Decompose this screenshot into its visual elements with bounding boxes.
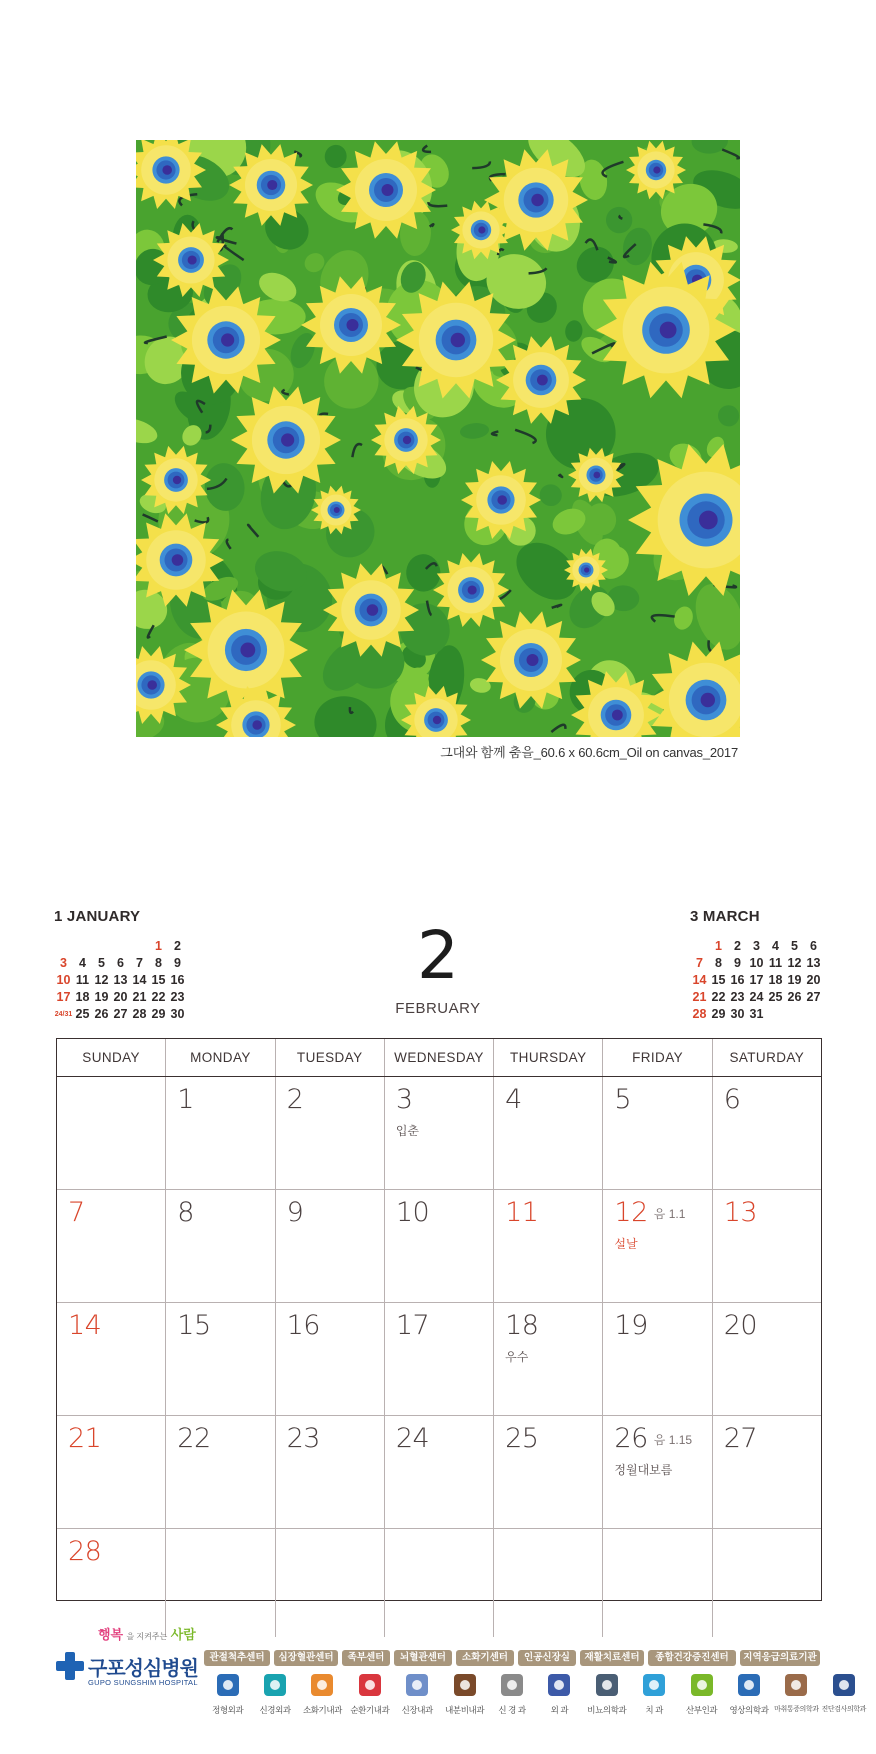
department-item [204,1674,251,1716]
department-label: 비뇨의학과 [587,1705,627,1715]
mini-day: 11 [768,956,783,970]
day-cell[interactable] [494,1303,603,1415]
bone-icon [217,1674,239,1696]
mini-day: 29 [711,1007,726,1021]
day-cell[interactable] [603,1077,712,1189]
day-number: 22 [177,1423,211,1454]
mini-day [92,939,111,954]
center-badge: 족부센터 [342,1650,390,1666]
mini-day: 2 [174,939,181,953]
department-item [536,1674,583,1716]
day-cell[interactable] [494,1416,603,1528]
mini-day: 21 [692,990,707,1004]
painting-image [136,140,740,737]
mini-day: 28 [132,1007,147,1021]
day-cell[interactable] [166,1303,275,1415]
painting-caption: 그대와 함께 춤을_60.6 x 60.6cm_Oil on canvas_2017 [440,745,738,760]
mini-day: 23 [170,990,185,1004]
day-number: 16 [286,1310,320,1341]
mini-day: 17 [749,973,764,987]
department-item [631,1674,678,1716]
hospital-name: 구포성심병원 [88,1658,198,1680]
day-note: 정월대보름 [614,1463,673,1477]
month-calendar [56,1038,822,1601]
calendar-week-row [57,1416,821,1529]
day-cell[interactable] [385,1077,494,1189]
calendar-week-row [57,1190,821,1303]
day-cell[interactable] [276,1077,385,1189]
center-badge: 인공신장실 [518,1650,576,1666]
department-item [251,1674,298,1716]
womens-health-icon [691,1674,713,1696]
day-number: 8 [177,1197,194,1228]
mini-day: 1 [715,939,722,953]
mini-day: 27 [806,990,821,1004]
flask-icon [833,1674,855,1696]
weekday-thursday: THURSDAY [494,1039,603,1076]
mini-day [766,1007,785,1022]
weekday-saturday: SATURDAY [729,1050,805,1065]
next-month-title: 3 MARCH [690,908,760,925]
lunar-date: 음 1.1 [653,1207,686,1221]
mini-day: 4 [79,956,86,970]
day-note: 설날 [614,1237,638,1251]
day-number: 21 [68,1423,102,1454]
scanner-icon [738,1674,760,1696]
department-list [204,1674,867,1716]
tooth-icon [643,1674,665,1696]
day-cell[interactable] [713,1303,821,1415]
center-badge: 관절척추센터 [204,1650,270,1666]
mini-day: 7 [696,956,703,970]
day-cell[interactable] [57,1190,166,1302]
department-label: 마취통증의학과 [774,1706,819,1713]
mini-day: 11 [75,973,90,987]
mini-day: 20 [113,990,128,1004]
department-label: 산부인과 [685,1705,718,1715]
mini-day: 13 [113,973,128,987]
lunar-date: 음 1.15 [653,1433,693,1447]
mini-day: 2 [734,939,741,953]
mini-day [804,1007,823,1022]
weekday-tuesday: TUESDAY [276,1039,385,1076]
weekday-monday: MONDAY [166,1039,275,1076]
mini-day: 22 [711,990,726,1004]
day-number: 9 [286,1197,304,1228]
day-number: 13 [723,1197,758,1228]
day-number: 3 [395,1084,413,1115]
mini-day: 25 [768,990,783,1004]
day-cell[interactable] [166,1190,275,1302]
department-label: 외 과 [550,1705,569,1715]
day-cell[interactable] [713,1077,821,1189]
day-number: 6 [723,1084,741,1115]
next-month-mini-calendar [690,908,830,1022]
prev-month-grid [54,939,194,1022]
heart-icon [359,1674,381,1696]
mini-day: 30 [170,1007,185,1021]
department-label: 신 경 과 [498,1705,526,1715]
day-number: 5 [614,1084,632,1115]
day-cell [276,1529,385,1637]
department-label: 영상의학과 [729,1705,769,1715]
mini-day [130,939,149,954]
department-label: 순환기내과 [350,1705,390,1715]
hospital-slogan [98,1624,196,1643]
mini-day: 14 [132,973,147,987]
department-item [441,1674,488,1716]
mini-day: 8 [715,956,722,970]
mini-day [785,1007,804,1022]
department-item [678,1674,725,1716]
day-number: 20 [723,1310,758,1341]
mini-day: 6 [810,939,817,953]
department-item [299,1674,346,1716]
day-cell[interactable] [713,1416,821,1528]
mini-day: 18 [75,990,90,1004]
mini-day: 17 [56,990,71,1004]
calendar-weeks [57,1077,821,1637]
day-cell [385,1529,494,1637]
mini-day: 21 [132,990,147,1004]
mini-day: 5 [791,939,798,953]
mini-day: 10 [749,956,764,970]
center-badge: 재활치료센터 [580,1650,644,1666]
mini-day [54,939,73,954]
mini-day: 29 [151,1007,166,1021]
day-number: 25 [505,1423,539,1454]
department-label: 신장내과 [401,1705,433,1715]
day-cell[interactable] [385,1416,494,1528]
mini-day: 16 [730,973,745,987]
month-name: FEBRUARY [395,1000,481,1017]
department-item [583,1674,630,1716]
mini-day: 1 [155,939,162,953]
day-cell [603,1529,712,1637]
brain-icon [264,1674,286,1696]
day-number: 4 [505,1084,522,1115]
day-number: 18 [505,1310,539,1341]
mini-day: 9 [734,956,741,970]
day-number: 28 [68,1536,102,1567]
mini-day: 31 [749,1007,764,1021]
day-cell[interactable] [276,1190,385,1302]
day-cell[interactable] [603,1303,712,1415]
day-cell [166,1529,275,1637]
calendar-week-row [57,1077,821,1190]
department-item [394,1674,441,1716]
mini-day: 24 [749,990,764,1004]
weekday-wednesday: WEDNESDAY [385,1039,494,1076]
butterfly-icon [454,1674,476,1696]
department-label: 내분비내과 [445,1705,485,1715]
day-cell[interactable] [713,1190,821,1302]
day-note: 우수 [505,1350,529,1364]
mini-day: 26 [787,990,802,1004]
day-number: 15 [177,1310,211,1341]
prev-month-mini-calendar [54,908,194,1022]
medical-cross-icon [56,1652,84,1680]
mini-day: 18 [768,973,783,987]
day-cell[interactable] [494,1190,603,1302]
mini-day: 3 [753,939,760,953]
day-cell [57,1077,166,1189]
day-cell [494,1529,603,1637]
kidney-icon [406,1674,428,1696]
center-badge: 지역응급의료기관 [740,1650,820,1666]
department-item [773,1674,820,1716]
day-cell[interactable] [385,1190,494,1302]
department-item [488,1674,535,1716]
day-cell[interactable] [603,1190,712,1302]
mini-day: 27 [113,1007,128,1021]
mini-day: 10 [56,973,71,987]
mini-day: 26 [94,1007,109,1021]
day-cell[interactable] [57,1303,166,1415]
day-cell[interactable] [57,1416,166,1528]
slogan-people: 사람 [170,1627,196,1642]
mini-day: 4 [772,939,779,953]
mini-day: 5 [98,956,105,970]
mini-day: 9 [174,956,181,970]
mini-day: 12 [787,956,802,970]
day-number: 14 [68,1310,102,1341]
day-note: 입춘 [395,1124,420,1138]
day-number: 23 [286,1423,320,1454]
day-cell[interactable] [166,1077,275,1189]
calendar-week-row [57,1529,821,1637]
day-cell[interactable] [57,1529,166,1637]
center-badge: 소화기센터 [456,1650,514,1666]
department-item [346,1674,393,1716]
day-cell[interactable] [276,1303,385,1415]
department-label: 진단검사의학과 [821,1706,867,1713]
day-number: 19 [614,1310,648,1341]
day-number: 26 [614,1423,648,1454]
day-number: 12 [614,1197,648,1228]
day-number: 11 [505,1197,539,1228]
center-badge: 뇌혈관센터 [394,1650,452,1666]
day-cell[interactable] [603,1416,712,1528]
mini-day: 22 [151,990,166,1004]
urology-icon [596,1674,618,1696]
center-badge: 종합건강증진센터 [648,1650,736,1666]
day-number: 27 [723,1423,758,1454]
day-cell [713,1529,821,1637]
next-month-grid [690,939,830,1022]
day-number: 7 [68,1197,85,1228]
mini-day: 15 [711,973,726,987]
day-number: 24 [395,1423,430,1454]
mini-day: 15 [151,973,166,987]
mini-day: 19 [787,973,802,987]
hospital-name-english: GUPO SUNGSHIM HOSPITAL [88,1678,198,1687]
day-cell[interactable] [385,1303,494,1415]
day-cell[interactable] [494,1077,603,1189]
center-badges [204,1650,820,1666]
hospital-logo [56,1622,202,1702]
mini-day: 25 [75,1007,90,1021]
calendar-week-row [57,1303,821,1416]
mini-day: 20 [806,973,821,987]
stomach-icon [311,1674,333,1696]
center-badge: 심장혈관센터 [274,1650,338,1666]
department-label: 소화기내과 [302,1705,342,1715]
mini-day: 6 [117,956,124,970]
mini-day: 28 [692,1007,707,1021]
mini-day: 7 [136,956,143,970]
mini-day: 13 [806,956,821,970]
day-number: 17 [395,1310,430,1341]
mini-day: 14 [692,973,707,987]
month-number: 2 [417,917,459,994]
slogan-middle: 을 지켜주는 [126,1632,168,1641]
head-icon [501,1674,523,1696]
scalpel-icon [548,1674,570,1696]
day-number: 2 [286,1084,304,1115]
mini-day [690,939,709,954]
department-label: 신경외과 [259,1705,291,1715]
day-number: 1 [177,1084,194,1115]
day-cell[interactable] [166,1416,275,1528]
syringe-icon [785,1674,807,1696]
mini-day: 16 [170,973,185,987]
slogan-happiness: 행복 [98,1627,124,1642]
weekday-sunday: SUNDAY [57,1039,166,1076]
weekday-header [57,1039,821,1077]
mini-day: 19 [94,990,109,1004]
mini-day: 8 [155,956,162,970]
mini-day: 23 [730,990,745,1004]
department-item [725,1674,772,1716]
mini-day: 24/31 [54,1011,73,1018]
weekday-friday: FRIDAY [603,1039,712,1076]
department-label: 치 과 [645,1705,663,1715]
day-number: 10 [395,1197,430,1228]
mini-day [111,939,130,954]
mini-day: 3 [60,956,67,970]
prev-month-title: 1 JANUARY [54,908,141,925]
mini-day: 12 [94,973,109,987]
mini-day: 30 [730,1007,745,1021]
mini-day [73,939,92,954]
department-label: 정형외과 [212,1705,244,1715]
day-cell[interactable] [276,1416,385,1528]
department-item [820,1674,867,1716]
